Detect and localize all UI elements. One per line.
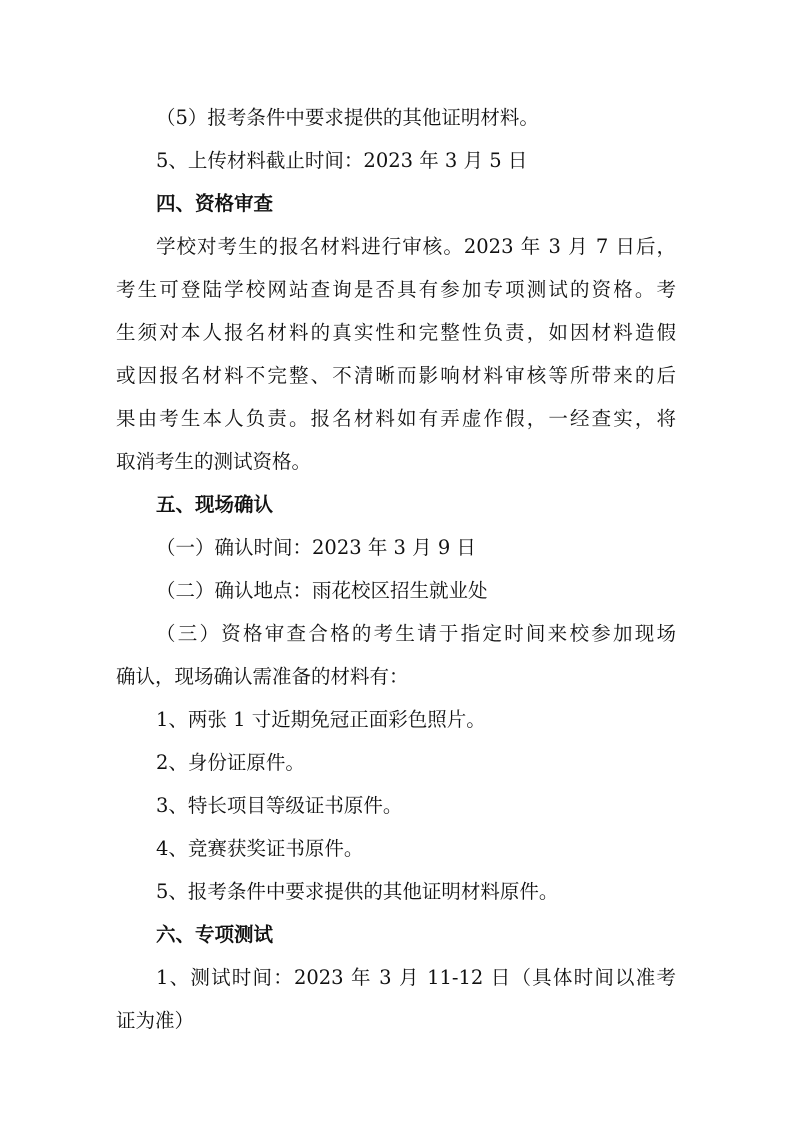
confirmation-time: （一）确认时间：2023 年 3 月 9 日 (156, 536, 476, 559)
paragraph-line: 考生可登陆学校网站查询是否具有参加专项测试的资格。考 (116, 278, 676, 301)
list-item: 4、竞赛获奖证书原件。 (156, 837, 364, 860)
paragraph-line: （三）资格审查合格的考生请于指定时间来校参加现场 (156, 622, 676, 645)
upload-deadline: 5、上传材料截止时间：2023 年 3 月 5 日 (156, 149, 528, 172)
paragraph-line: 证为准） (116, 1009, 195, 1032)
item-other-materials: （5）报考条件中要求提供的其他证明材料。 (156, 106, 539, 129)
list-item: 3、特长项目等级证书原件。 (156, 794, 403, 817)
test-time: 1、测试时间：2023 年 3 月 11-12 日（具体时间以准考 (156, 966, 676, 989)
paragraph-line: 确认，现场确认需准备的材料有： (116, 665, 409, 688)
paragraph-line: 或因报名材料不完整、不清晰而影响材料审核等所带来的后 (116, 364, 676, 387)
confirmation-location: （二）确认地点：雨花校区招生就业处 (156, 579, 488, 602)
paragraph-line: 生须对本人报名材料的真实性和完整性负责，如因材料造假 (116, 321, 676, 344)
section-heading-qualification-review: 四、资格审查 (156, 192, 274, 215)
paragraph-line: 学校对考生的报名材料进行审核。2023 年 3 月 7 日后， (156, 235, 676, 258)
list-item: 5、报考条件中要求提供的其他证明材料原件。 (156, 880, 559, 903)
paragraph-line: 果由考生本人负责。报名材料如有弄虚作假，一经查实，将 (116, 407, 676, 430)
list-item: 2、身份证原件。 (156, 751, 305, 774)
section-heading-onsite-confirmation: 五、现场确认 (156, 493, 274, 516)
section-heading-special-test: 六、专项测试 (156, 923, 274, 946)
list-item: 1、两张 1 寸近期免冠正面彩色照片。 (156, 708, 486, 731)
paragraph-line: 取消考生的测试资格。 (116, 450, 312, 473)
